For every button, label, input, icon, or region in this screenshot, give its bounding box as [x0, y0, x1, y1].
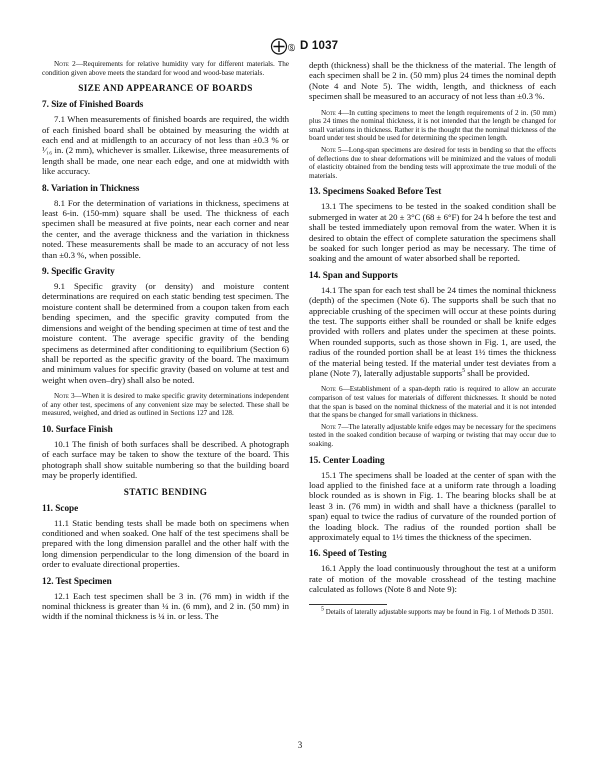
section-7-title: 7. Size of Finished Boards: [42, 99, 144, 110]
note-label: Note 4: [321, 108, 342, 117]
section-12-title: 12. Test Specimen: [42, 575, 112, 586]
note-label: Note 6: [321, 385, 343, 394]
page-number: 3: [297, 740, 303, 750]
section-10-title: 10. Surface Finish: [42, 423, 113, 434]
section-13-title: 13. Specimens Soaked Before Test: [309, 186, 442, 197]
note-5: [309, 146, 556, 180]
note-label: Note 3: [54, 392, 75, 401]
section-15-title: 15. Center Loading: [309, 454, 385, 465]
footnote-5: [309, 606, 556, 617]
note-label: Note 7: [321, 422, 342, 431]
page-header: [0, 38, 600, 56]
note-text: —When it is desired to make specific gravity determinations independent of any other test, specimens of any convenient size may be selected. These shall be measured, weighed, and dried as outlined in Sections 127 and 128.: [42, 392, 289, 418]
paragraph-8-1: 8.1 For the determination of variations in thickness, specimens at least 6-in. (150-mm) square shall be used. The thickness of each specimen shall be measured at five points, near each corner and near the center, and the average thickness and the variation in thickness noted. These measurements shall be made to an accuracy of not less than ±0.3 %, when possible.: [42, 197, 289, 260]
paragraph-12-1: 12.1 Each test specimen shall be 3 in. (76 mm) in width if the nominal thickness is greater than ¼ in. (6 mm), and 2 in. (50 mm) in width if the nominal thickness is ¼ in. or less. The: [42, 590, 289, 622]
note-text: —The laterally adjustable knife edges may be necessary for the specimens tested in the soaked condition because of warping or twisting that may occur due to soaking.: [309, 422, 556, 449]
section-11-title: 11. Scope: [42, 502, 79, 513]
paragraph-7-1: 7.1 When measurements of finished boards are required, the width of each finished board shall be obtained by measuring the width at each end and at midlength to an accuracy of not less than ±0.3 % or ¹⁄₁₆ in. (2 mm), whichever is smaller. Likewise, three measurements of length shall be made, one near each edge, and one at midwidth with like accuracy.: [42, 114, 289, 177]
paragraph-9-1: 9.1 Specific gravity (or density) and moisture content determinations are required on each static bending test specimen. The moisture content shall be determined from a coupon taken from each bending specimen, and the specific gravity computed from the dimensions and weight of the bending specimen at time of test and the moisture content. The average specific gravity of the bending specimens as determined after conditioning to equilibrium (Section 6) shall be reported as the specific gravity of the board. The maximum and minimum values for specific gravity (based on volume at test and weight when oven–dry) shall also be noted.: [42, 281, 289, 385]
note-text: —In cutting specimens to meet the length requirements of 2 in. (50 mm) plus 24 times the nominal thickness, it is not intended that the length be changed for small variations in thickness. Rather it is the thought that the nominal thickness of the board under test should be used for determining the specimen length.: [309, 108, 556, 143]
paragraph-text-end: shall be provided.: [465, 368, 530, 379]
note-2: [42, 60, 289, 77]
note-text: —Long-span specimens are desired for tests in bending so that the effects of deflections due to shear deformations will be minimized and the values of moduli of elasticity obtained from the bending tests will approximate the true moduli of the materials.: [309, 146, 556, 180]
note-text: —Establishment of a span-depth ratio is required to allow an accurate comparison of test values for materials of different thicknesses. It should be noted that the span is based on the nominal thickness of the material and it is not intended that the spans be changed for small variations in thickness.: [309, 385, 556, 420]
note-label: Note 2: [54, 60, 76, 68]
note-7: [309, 423, 556, 449]
paragraph-11-1: 11.1 Static bending tests shall be made both on specimens when conditioned and when soaked. One half of the test specimens shall be prepared with the long dimension parallel and the other half with the long dimension perpendicular to the long dimension of the board in order to evaluate directional properties.: [42, 517, 289, 570]
paragraph-15-1: 15.1 The specimens shall be loaded at the center of span with the load applied to the finished face at a uniform rate through a loading block rounded as is shown in Fig. 1. The bearing blocks shall be at least 3 in. (76 mm) in width and shall have a thickness (parallel to span) equal to twice the radius of curvature of the rounded portion of the loading block. The radius of the rounded portion shall be approximately equal to 1½ times the thickness of the specimen.: [309, 469, 556, 543]
paragraph-12-1-continued: depth (thickness) shall be the thickness of the material. The length of each specimen shall be 2 in. (50 mm) plus 24 times the nominal depth (Note 4 and Note 5). The width, length, and thickness of each specimen shall be measured to an accuracy of not less than ±0.3 %.: [309, 60, 556, 102]
footnote-mark: 5: [321, 606, 324, 613]
paragraph-14-1: [309, 285, 556, 379]
section-heading-size-appearance: SIZE AND APPEARANCE OF BOARDS: [78, 83, 253, 94]
footnote-divider: [309, 604, 387, 605]
section-heading-static-bending: STATIC BENDING: [123, 486, 208, 497]
left-column: [42, 60, 289, 622]
document-number: D 1037: [300, 40, 339, 52]
paragraph-10-1: 10.1 The finish of both surfaces shall be described. A photograph of each surface may be taken to show the texture of the board. This photograph shall show suitable numbering so that the building board may be properly identified.: [42, 438, 289, 481]
paragraph-13-1: 13.1 The specimens to be tested in the soaked condition shall be submerged in water at 20 ± 3°C (68 ± 6°F) for 24 h before the test and shall be tested immediately upon removal from the water. When it is desired to obtain the effect of complete saturation the specimens shall be soaked for such longer period as may be necessary. The time of soaking and the amount of water absorbed shall be reported.: [309, 201, 556, 264]
astm-logo-icon: [270, 38, 300, 55]
paragraph-text: 14.1 The span for each test shall be 24 times the nominal thickness (depth) of the specimen (Note 6). The supports shall be such that no appreciable crushing of the specimen will occur at these points during the test. The supports either shall be rounded or shall be knife edges provided with rollers and plates under the specimen at these points. When rounded supports, such as those shown in Fig. 1, are used, the radius of the rounded portion shall be at least 1½ times the thickness of the material being tested. If the material under test deviates from a plane (Note 7), laterally adjustable supports: [309, 284, 556, 379]
section-9-title: 9. Specific Gravity: [42, 266, 115, 277]
section-8-title: 8. Variation in Thickness: [42, 182, 140, 193]
note-6: [309, 385, 556, 419]
note-4: [309, 109, 556, 143]
section-16-title: 16. Speed of Testing: [309, 548, 387, 559]
right-column: [309, 60, 556, 617]
paragraph-16-1: 16.1 Apply the load continuously throughout the test at a uniform rate of motion of the movable crosshead of the testing machine calculated as follows (Note 8 and Note 9):: [309, 563, 556, 595]
footnote-text: Details of laterally adjustable supports may be found in Fig. 1 of Methods D 3501.: [324, 608, 554, 616]
footnote-reference: 5: [462, 368, 466, 375]
svg-text:Ⓢ: Ⓢ: [288, 45, 295, 52]
note-3: [42, 392, 289, 418]
note-text: —Requirements for relative humidity vary for different materials. The condition given above meets the standard for wood and wood-base materials.: [42, 60, 289, 77]
section-14-title: 14. Span and Supports: [309, 269, 398, 280]
note-label: Note 5: [321, 146, 342, 154]
